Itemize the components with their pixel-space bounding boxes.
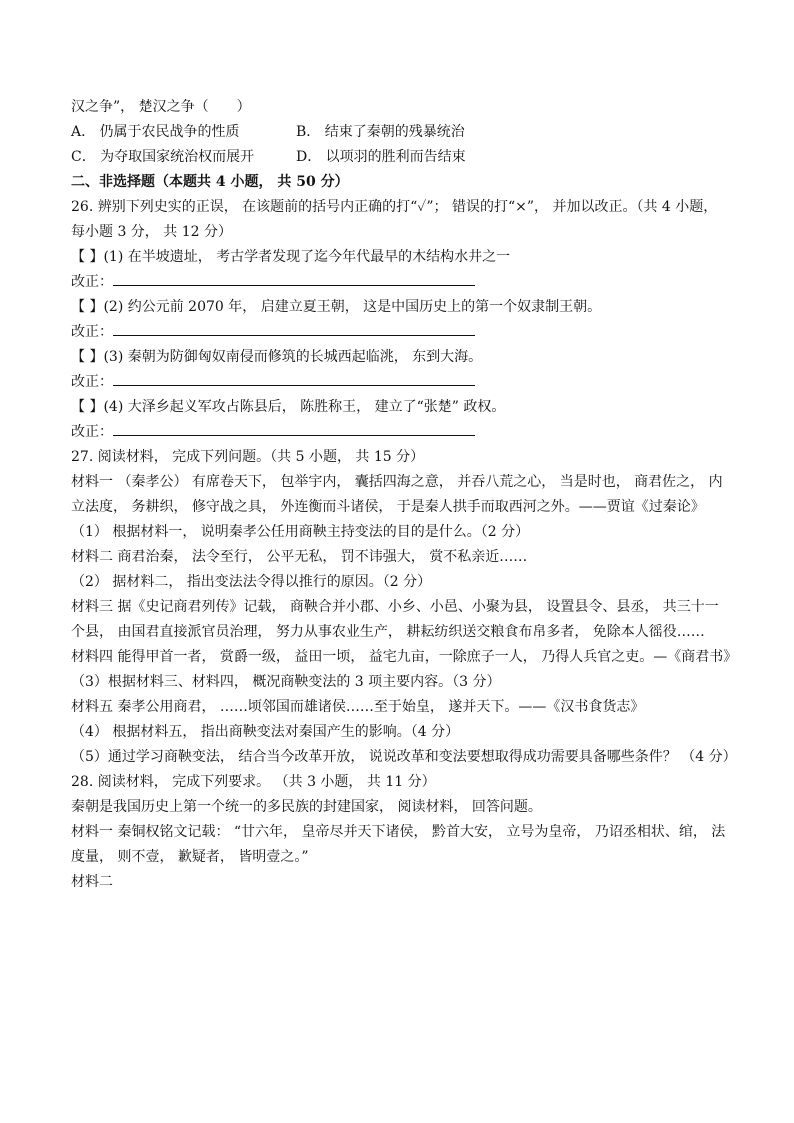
correction-label: 改正：: [71, 274, 113, 290]
q28-lead: 秦朝是我国历史上第一个统一的多民族的封建国家， 阅读材料， 回答问题。: [71, 799, 542, 815]
q26-item-1: 【 】(1) 在半坡遗址， 考古学者发现了迄今年代最早的木结构水井之一: [71, 249, 511, 265]
q27-question-2: （2） 据材料二， 指出变法法令得以推行的原因。（2 分）: [71, 574, 432, 590]
q27-question-5: （5）通过学习商鞅变法， 结合当今改革开放， 说说改革和变法要想取得成功需要具备哪些条件？ （4 分）: [71, 749, 737, 765]
q25-stem-tail: 汉之争”， 楚汉之争（ ）: [71, 99, 251, 115]
correction-label: 改正：: [71, 324, 113, 340]
q27-material-3: 材料三 据《史记商君列传》记载， 商鞅合并小郡、小乡、小邑、小聚为县， 设置县令、县丞， 共三十一个县， 由国君直接派官员治理， 努力从事农业生产， 耕耘纺织送交粮食布帛多者， 免除本人徭役……: [71, 599, 719, 640]
q27-question-4: （4） 根据材料五， 指出商鞅变法对秦国产生的影响。（4 分）: [71, 724, 460, 740]
q26-item-4: 【 】(4) 大泽乡起义军攻占陈县后， 陈胜称王， 建立了“张楚” 政权。: [71, 399, 506, 415]
option-d: D． 以项羽的胜利而告结束: [296, 149, 466, 165]
exam-page: [71, 95, 738, 895]
q25-options-row-2: [71, 145, 731, 170]
q26-item-3: 【 】(3) 秦朝为防御匈奴南侵而修筑的长城西起临洮， 东到大海。: [71, 349, 483, 365]
correction-line-3: [71, 370, 731, 395]
q28-material-2-label: 材料二: [71, 874, 113, 890]
q26-item-2: 【 】(2) 约公元前 2070 年， 启建立夏王朝， 这是中国历史上的第一个奴隶制王朝。: [71, 299, 602, 315]
correction-line-4: [71, 420, 731, 445]
q27-question-3: （3）根据材料三、材料四， 概况商鞅变法的 3 项主要内容。（3 分）: [71, 674, 501, 690]
section-heading: 二、非选择题（本题共 4 小题， 共 50 分）: [71, 174, 349, 190]
correction-line-2: [71, 320, 731, 345]
q28-intro: 28. 阅读材料， 完成下列要求。 （共 3 小题， 共 11 分）: [71, 774, 436, 790]
answer-blank[interactable]: [113, 323, 475, 336]
q25-options-row-1: [71, 120, 731, 145]
option-a: A． 仍属于农民战争的性质: [71, 124, 240, 140]
answer-blank[interactable]: [113, 273, 475, 286]
q28-material-1: 材料一 秦铜权铭文记载： “廿六年， 皇帝尽并天下诸侯， 黔首大安， 立号为皇帝， 乃诏丞相状、绾， 法度量， 则不壹， 歉疑者， 皆明壹之。”: [71, 824, 726, 865]
answer-blank[interactable]: [113, 373, 475, 386]
option-c: C． 为夺取国家统治权而展开: [71, 149, 255, 165]
correction-label: 改正：: [71, 424, 113, 440]
q27-material-2: 材料二 商君治秦， 法令至行， 公平无私， 罚不讳强大， 赏不私亲近……: [71, 549, 528, 565]
correction-label: 改正：: [71, 374, 113, 390]
q27-intro: 27. 阅读材料， 完成下列问题。（共 5 小题， 共 15 分）: [71, 449, 425, 465]
option-b: B． 结束了秦朝的残暴统治: [296, 124, 465, 140]
q27-material-4: 材料四 能得甲首一者， 赏爵一级， 益田一顷， 益宅九亩，一除庶子一人， 乃得人兵官之吏。—《商君书》: [71, 649, 738, 665]
correction-line-1: [71, 270, 731, 295]
q27-question-1: （1） 根据材料一， 说明秦孝公任用商鞅主持变法的目的是什么。（2 分）: [71, 524, 530, 540]
q26-intro: 26. 辨别下列史实的正误， 在该题前的括号内正确的打“✓”； 错误的打“×”， 并加以改正。（共 4 小题， 每小题 3 分， 共 12 分）: [71, 199, 718, 240]
answer-blank[interactable]: [113, 423, 475, 436]
q27-material-5: 材料五 秦孝公用商君， ……顷邻国而雄诸侯……至于始皇， 遂并天下。——《汉书食货志》: [71, 699, 645, 715]
q27-material-1: 材料一 （秦孝公） 有席卷天下， 包举宇内， 囊括四海之意， 并吞八荒之心， 当是时也， 商君佐之， 内立法度， 务耕织， 修守战之具， 外连衡而斗诸侯， 于是秦人拱手而取西河之外。——贾谊《过秦论》: [71, 474, 723, 515]
